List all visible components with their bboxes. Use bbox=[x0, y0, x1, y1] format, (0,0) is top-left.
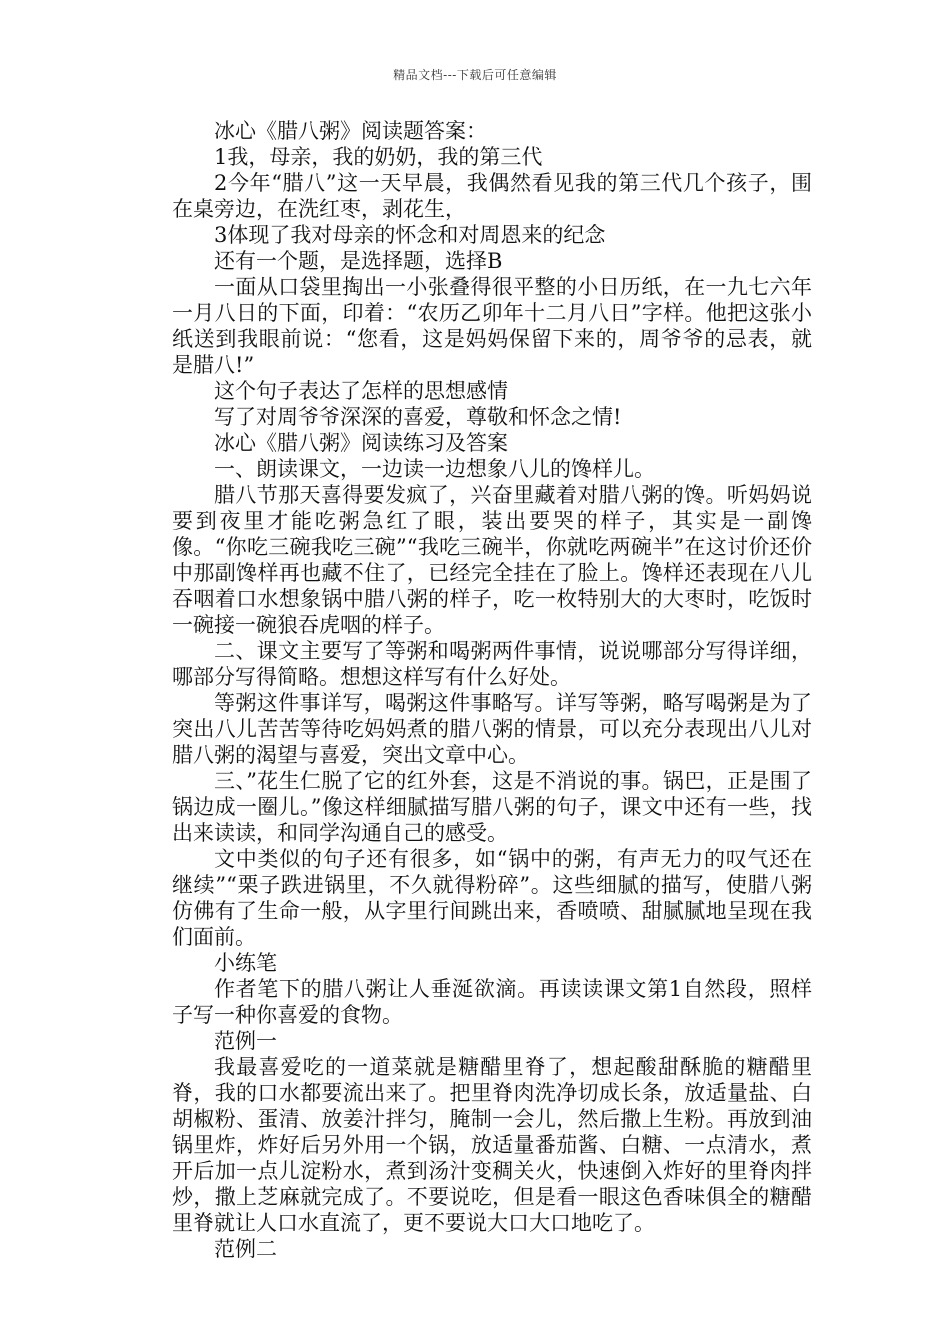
exercise-3-answer: 文中类似的句子还有很多，如“锅中的粥，有声无力的叹气还在继续”“栗子跌进锅里，不久就得粉碎”。这些细腻的描写，使腊八粥仿佛有了生命一般，从字里行间跳出来，香喷喷、甜腻腻地呈现在我们面前。 bbox=[172, 847, 812, 949]
answer-sentiment: 写了对周爷爷深深的喜爱，尊敬和怀念之情! bbox=[214, 405, 622, 429]
choice-answer: 还有一个题，是选择题，选择B bbox=[214, 249, 503, 273]
exercise-1-answer: 腊八节那天喜得要发疯了，兴奋里藏着对腊八粥的馋。听妈妈说要到夜里才能吃粥急红了眼，装出要哭的样子，其实是一副馋像。“你吃三碗我吃三碗”“我吃三碗半，你就吃两碗半”在这讨价还价中那副馋样再也藏不住了，已经完全挂在了脸上。馋样还表现在八儿吞咽着口水想象锅中腊八粥的样子，吃一枚特别大的大枣时，吃饭时一碗接一碗狼吞虎咽的样子。 bbox=[172, 483, 812, 637]
answer-heading: 冰心《腊八粥》阅读题答案： bbox=[214, 119, 487, 143]
exercise-2-question: 二、课文主要写了等粥和喝粥两件事情，说说哪部分写得详细，哪部分写得简略。想想这样写有什么好处。 bbox=[172, 639, 812, 689]
exercise-3-question: 三、”花生仁脱了它的红外套，这是不消说的事。锅巴，正是围了锅边成一圈儿。”像这样细腻描写腊八粥的句子，课文中还有一些，找出来读读，和同学沟通自己的感受。 bbox=[172, 769, 812, 845]
page-header: 精品文档---下载后可任意编辑 bbox=[393, 68, 557, 82]
question-sentiment: 这个句子表达了怎样的思想感情 bbox=[214, 379, 508, 403]
quoted-passage: 一面从口袋里掏出一小张叠得很平整的小日历纸，在一九七六年一月八日的下面，印着：“农历乙卯年十二月八日”字样。他把这张小纸送到我眼前说：“您看，这是妈妈保留下来的，周爷爷的忌表，就是腊八!” bbox=[172, 275, 812, 377]
exercise-1-question: 一、朗读课文，一边读一边想象八儿的馋样儿。 bbox=[214, 457, 655, 481]
example-1-heading: 范例一 bbox=[214, 1029, 277, 1053]
writing-practice-heading: 小练笔 bbox=[214, 951, 277, 975]
document-body bbox=[172, 118, 812, 1262]
answer-1: 1我，母亲，我的奶奶，我的第三代 bbox=[214, 145, 543, 169]
answer-3: 3体现了我对母亲的怀念和对周恩来的纪念 bbox=[214, 223, 606, 247]
example-2-heading: 范例二 bbox=[214, 1237, 277, 1261]
exercise-heading: 冰心《腊八粥》阅读练习及答案 bbox=[214, 431, 508, 455]
example-1-text: 我最喜爱吃的一道菜就是糖醋里脊了，想起酸甜酥脆的糖醋里脊，我的口水都要流出来了。把里脊肉洗净切成长条，放适量盐、白胡椒粉、蛋清、放姜汁拌匀，腌制一会儿，然后撒上生粉。再放到油锅里炸，炸好后另外用一个锅，放适量番茄酱、白糖、一点清水，煮开后加一点儿淀粉水，煮到汤汁变稠关火，快速倒入炸好的里脊肉拌炒，撒上芝麻就完成了。不要说吃，但是看一眼这色香味俱全的糖醋里脊就让人口水直流了，更不要说大口大口地吃了。 bbox=[172, 1055, 812, 1235]
writing-practice-prompt: 作者笔下的腊八粥让人垂涎欲滴。再读读课文第1自然段，照样子写一种你喜爱的食物。 bbox=[172, 977, 812, 1027]
answer-2: 2今年“腊八”这一天早晨，我偶然看见我的第三代几个孩子，围在桌旁边，在洗红枣，剥花生， bbox=[172, 171, 812, 221]
exercise-2-answer: 等粥这件事详写，喝粥这件事略写。详写等粥，略写喝粥是为了突出八儿苦苦等待吃妈妈煮的腊八粥的情景，可以充分表现出八儿对腊八粥的渴望与喜爱，突出文章中心。 bbox=[172, 691, 812, 767]
